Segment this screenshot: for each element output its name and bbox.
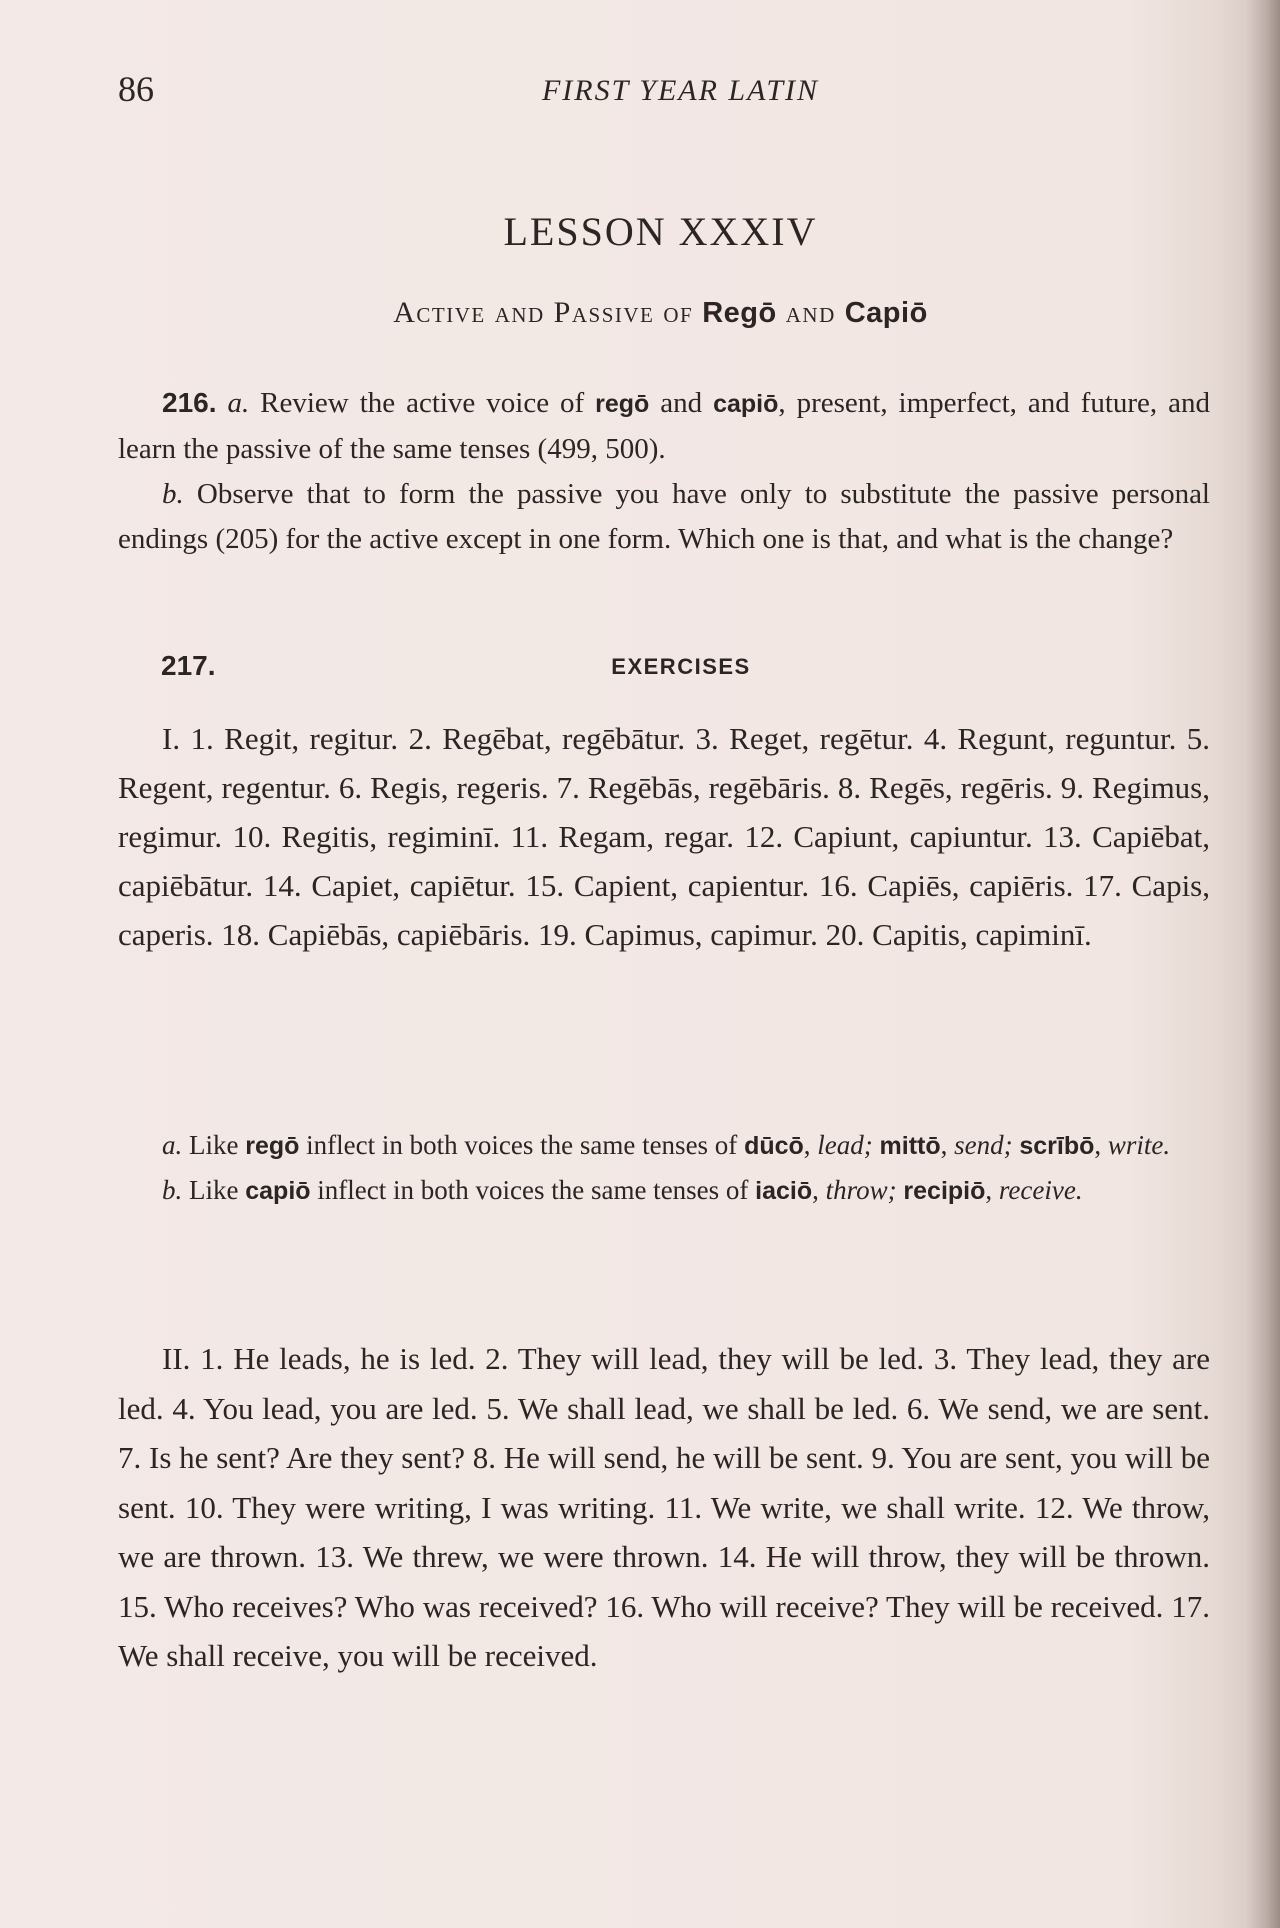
section-216 bbox=[118, 380, 1210, 562]
text-span: inflect in both voices the same tenses of bbox=[299, 1130, 745, 1160]
latin-word: scrībō bbox=[1019, 1132, 1095, 1160]
latin-word: regō bbox=[245, 1132, 300, 1160]
english-gloss: lead; bbox=[817, 1130, 873, 1160]
text-span: Like bbox=[182, 1130, 246, 1160]
exercise-I bbox=[118, 714, 1210, 959]
text-span: , bbox=[803, 1130, 818, 1160]
item-label-b: b. bbox=[162, 478, 184, 510]
latin-word: recipiō bbox=[903, 1177, 986, 1205]
text-span: and bbox=[649, 387, 714, 419]
text-span bbox=[873, 1130, 880, 1160]
exercises-heading: EXERCISES bbox=[611, 654, 751, 679]
exercise-I-text: I. 1. Regit, regitur. 2. Regēbat, regēbātur. 3. Reget, regētur. 4. Regunt, reguntur. 5. Regent, regentur. 6. Regis, regeris. 7. Regēbās, regēbāris. 8. Regēs, regēris. 9. Regimus, regimur. 10. Regitis, regiminī. 11. Regam, regar. 12. Capiunt, capiuntur. 13. Capiēbat, capiēbātur. 14. Capiet, capiētur. 15. Capient, capientur. 16. Capiēs, capiēris. 17. Capis, caperis. 18. Capiēbās, capiēbāris. 19. Capimus, capimur. 20. Capitis, capiminī. bbox=[118, 721, 1210, 952]
text-span: Review the active voice of bbox=[249, 387, 596, 419]
latin-word: capiō bbox=[245, 1177, 311, 1205]
exercise-II-text: II. 1. He leads, he is led. 2. They will lead, they will be led. 3. They lead, they are led. 4. You lead, you are led. 5. We shall lead, we shall be led. 6. We send, we are sent. 7. Is he sent? Are they sent? 8. He will send, he will be sent. 9. You are sent, you will be sent. 10. They were writing, I was writing. 11. We write, we shall write. 12. We throw, we are thrown. 13. We threw, we were thrown. 14. He will throw, they will be thrown. 15. Who receives? Who was received? 16. Who will receive? They will be received. 17. We shall receive, you will be received. bbox=[118, 1341, 1210, 1673]
latin-word: dūcō bbox=[744, 1132, 804, 1160]
note-b bbox=[118, 1168, 1210, 1213]
lesson-title: LESSON XXXIV bbox=[503, 209, 818, 254]
section-number-216: 216. bbox=[162, 387, 217, 418]
text-span: , bbox=[940, 1130, 955, 1160]
item-label-a: a. bbox=[227, 387, 250, 419]
page-header bbox=[118, 68, 1203, 118]
subtitle-and: and bbox=[776, 296, 845, 329]
subtitle-word-rego: Regō bbox=[702, 297, 777, 329]
note-a bbox=[118, 1123, 1210, 1168]
english-gloss: send; bbox=[954, 1130, 1013, 1160]
english-gloss: write. bbox=[1107, 1130, 1171, 1160]
item-label-b: b. bbox=[162, 1175, 183, 1205]
section-number-217: 217. bbox=[161, 650, 216, 681]
text-span: inflect in both voices the same tenses of bbox=[310, 1175, 756, 1205]
page-number: 86 bbox=[118, 69, 154, 109]
english-gloss: throw; bbox=[825, 1175, 897, 1205]
exercise-notes bbox=[118, 1123, 1210, 1213]
text-span: Observe that to form the passive you have only to substitute the passive personal endings (205) for the active except in one form. Which one is that, and what is the change? bbox=[118, 478, 1210, 555]
text-span: , bbox=[985, 1175, 999, 1205]
subtitle-word-capio: Capiō bbox=[844, 297, 928, 329]
text-span: , present, imperfect, and future, and learn the passive of the same tenses (499, 500). bbox=[118, 387, 1210, 465]
text-span: , bbox=[1094, 1130, 1108, 1160]
text-span: , bbox=[812, 1175, 826, 1205]
latin-word: iaciō bbox=[755, 1177, 813, 1205]
section-217-heading bbox=[161, 650, 1201, 690]
english-gloss: receive. bbox=[998, 1175, 1083, 1205]
exercise-II bbox=[118, 1334, 1210, 1681]
lesson-subtitle bbox=[118, 296, 1203, 330]
item-label-a: a. bbox=[162, 1130, 183, 1160]
section-216-b bbox=[118, 472, 1210, 562]
latin-word: regō bbox=[595, 390, 650, 418]
running-title: FIRST YEAR LATIN bbox=[541, 74, 820, 107]
section-216-a bbox=[118, 380, 1210, 472]
text-span: Like bbox=[182, 1175, 246, 1205]
subtitle-prefix: Active and Passive of bbox=[393, 296, 703, 329]
latin-word: capiō bbox=[713, 390, 779, 418]
latin-word: mittō bbox=[879, 1132, 941, 1160]
page-edge-shadow bbox=[1246, 0, 1280, 1928]
